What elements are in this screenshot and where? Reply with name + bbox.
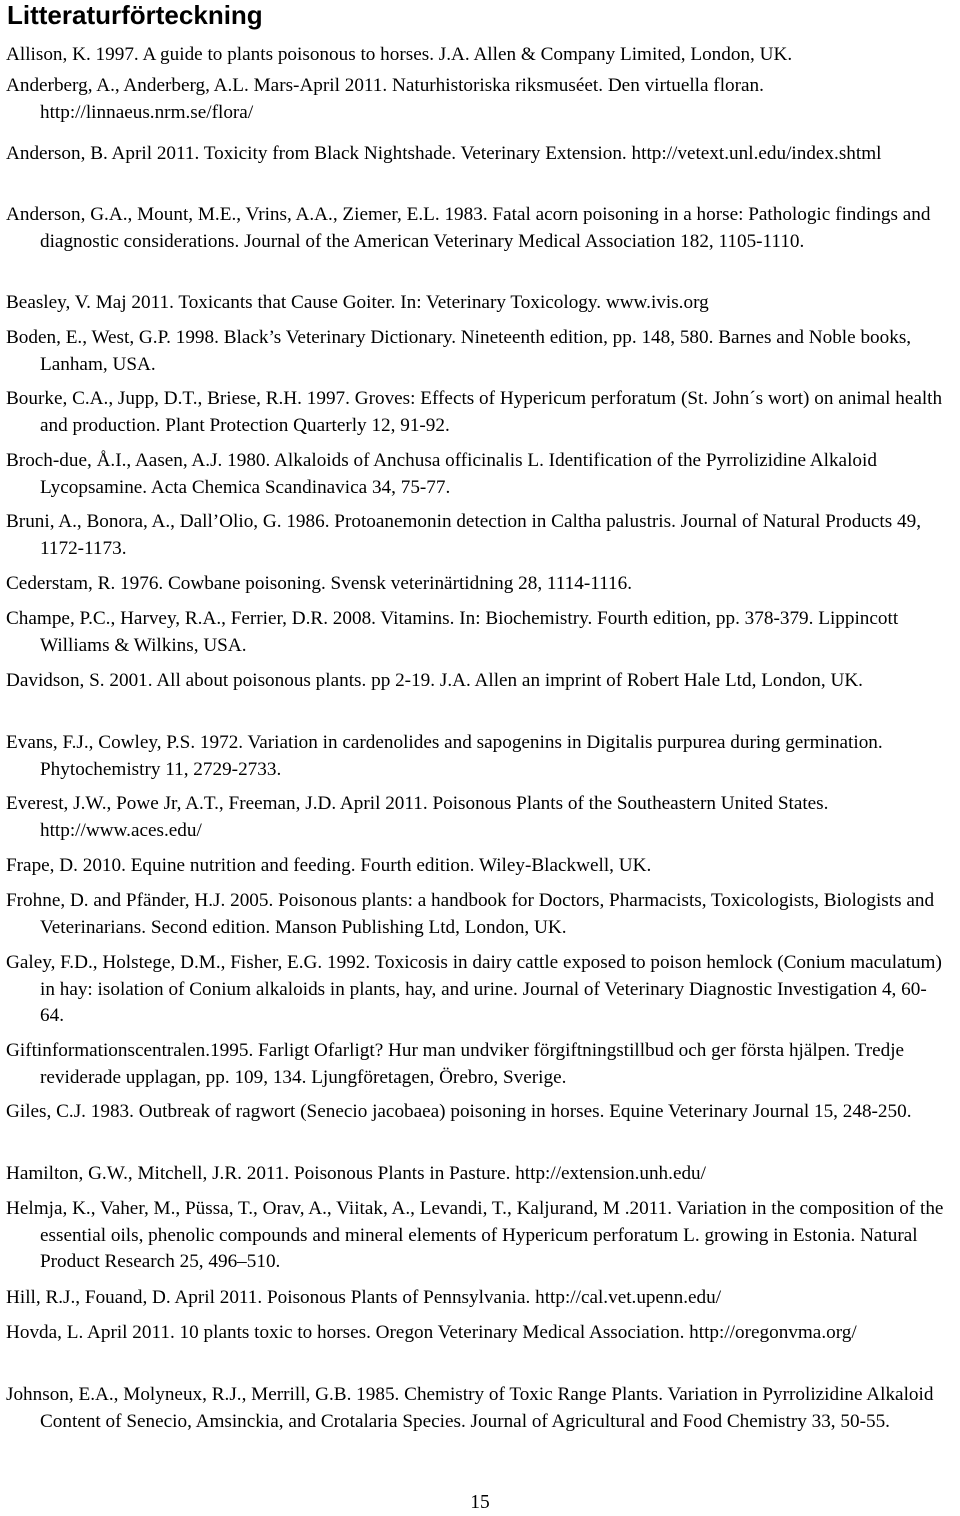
reference-entry: Giles, C.J. 1983. Outbreak of ragwort (Senecio jacobaea) poisoning in horses. Equine Veterinary Journal 15, 248-250. [6,1101,912,1122]
reference-entry: Anderson, B. April 2011. Toxicity from Black Nightshade. Veterinary Extension. http://vetext.unl.edu/index.shtml [6,143,882,164]
reference-entry: Everest, J.W., Powe Jr, A.T., Freeman, J.D. April 2011. Poisonous Plants of the Southeastern United States. http://www.aces.edu/ [6,793,829,841]
reference-entry: Beasley, V. Maj 2011. Toxicants that Cause Goiter. In: Veterinary Toxicology. www.ivis.org [6,292,709,313]
reference-entry: Hill, R.J., Fouand, D. April 2011. Poisonous Plants of Pennsylvania. http://cal.vet.upenn.edu/ [6,1287,722,1308]
reference-entry: Galey, F.D., Holstege, D.M., Fisher, E.G. 1992. Toxicosis in dairy cattle exposed to poison hemlock (Conium maculatum) in hay: isolation of Conium alkaloids in plants, hay, and urine. Journal of Veterinary Diagnostic Investigation 4, 60-64. [6,952,942,1026]
reference-entry: Giftinformationscentralen.1995. Farligt Ofarligt? Hur man undviker förgiftningstillbud och ger första hjälpen. Tredje reviderade upplagan, pp. 109, 134. Ljungföretagen, Örebro, Sverige. [6,1040,905,1088]
reference-entry: Allison, K. 1997. A guide to plants poisonous to horses. J.A. Allen & Company Limited, London, UK. [6,44,793,65]
page-number: 15 [470,1492,490,1513]
reference-entry: Frohne, D. and Pfänder, H.J. 2005. Poisonous plants: a handbook for Doctors, Pharmacists, Toxicologists, Biologists and Veterinarians. Second edition. Manson Publishing Ltd, London, UK. [6,890,935,938]
reference-entry: Hovda, L. April 2011. 10 plants toxic to horses. Oregon Veterinary Medical Association. http://oregonvma.org/ [6,1322,857,1343]
reference-entry: Hamilton, G.W., Mitchell, J.R. 2011. Poisonous Plants in Pasture. http://extension.unh.edu/ [6,1163,706,1184]
reference-entry: Helmja, K., Vaher, M., Püssa, T., Orav, A., Viitak, A., Levandi, T., Kaljurand, M .2011. Variation in the composition of the essential oils, phenolic compounds and mineral elements of Hypericum perforatum L. growing in Estonia. Natural Product Research 25, 496–510. [6,1198,944,1272]
reference-entry: Anderberg, A., Anderberg, A.L. Mars-April 2011. Naturhistoriska riksmuséet. Den virtuella floran. http://linnaeus.nrm.se/flora/ [6,75,764,123]
reference-entry: Bourke, C.A., Jupp, D.T., Briese, R.H. 1997. Groves: Effects of Hypericum perforatum (St. John´s wort) on animal health and production. Plant Protection Quarterly 12, 91-92. [6,388,943,436]
reference-entry: Frape, D. 2010. Equine nutrition and feeding. Fourth edition. Wiley-Blackwell, UK. [6,855,652,876]
reference-entry: Broch-due, Å.I., Aasen, A.J. 1980. Alkaloids of Anchusa officinalis L. Identification of the Pyrrolizidine Alkaloid Lycopsamine. Acta Chemica Scandinavica 34, 75-77. [6,450,877,498]
reference-entry: Evans, F.J., Cowley, P.S. 1972. Variation in cardenolides and sapogenins in Digitalis purpurea during germination. Phytochemistry 11, 2729-2733. [6,732,883,780]
page-heading: Litteraturförteckning [7,0,263,30]
reference-entry: Johnson, E.A., Molyneux, R.J., Merrill, G.B. 1985. Chemistry of Toxic Range Plants. Variation in Pyrrolizidine Alkaloid Content of Senecio, Amsinckia, and Crotalaria Species. Journal of Agricultural and Food Chemistry 33, 50-55. [6,1384,934,1432]
reference-entry: Cederstam, R. 1976. Cowbane poisoning. Svensk veterinärtidning 28, 1114-1116. [6,573,632,594]
reference-entry: Champe, P.C., Harvey, R.A., Ferrier, D.R. 2008. Vitamins. In: Biochemistry. Fourth edition, pp. 378-379. Lippincott Williams & Wilkins, USA. [6,608,899,656]
reference-entry: Bruni, A., Bonora, A., Dall’Olio, G. 1986. Protoanemonin detection in Caltha palustris. Journal of Natural Products 49, 1172-1173. [6,511,922,559]
reference-entry: Anderson, G.A., Mount, M.E., Vrins, A.A., Ziemer, E.L. 1983. Fatal acorn poisoning in a horse: Pathologic findings and diagnostic considerations. Journal of the American Veterinary Medical Association 182, 1105-1110. [6,204,931,252]
reference-entry: Boden, E., West, G.P. 1998. Black’s Veterinary Dictionary. Nineteenth edition, pp. 148, 580. Barnes and Noble books, Lanham, USA. [6,327,912,375]
reference-entry: Davidson, S. 2001. All about poisonous plants. pp 2-19. J.A. Allen an imprint of Robert Hale Ltd, London, UK. [6,670,863,691]
